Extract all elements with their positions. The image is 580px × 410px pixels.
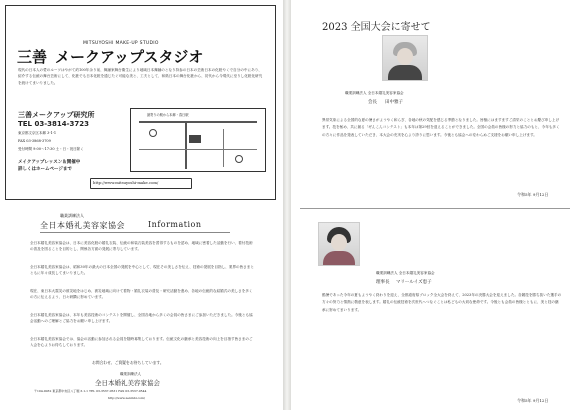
portrait-body: [323, 251, 355, 265]
president-date: 令和5年 9月12日: [517, 192, 549, 197]
studio-website[interactable]: http://www.mitsuyoshi-make.com/: [93, 180, 159, 185]
assoc-closing: お問合わせ、ご質疑をお待ちしています。: [92, 360, 164, 365]
map-road: [139, 149, 257, 150]
portrait-body: [388, 65, 422, 80]
studio-brand-small: MITSUYOSHI MAKE-UP STUDIO: [83, 41, 159, 46]
president-name: 田中雅子: [385, 100, 403, 105]
map-road: [223, 129, 224, 167]
chairperson-date: 令和5年 9月12日: [517, 398, 549, 403]
page-title: 2023 全国大会に寄せて: [322, 22, 431, 33]
studio-hours: 受付時間 9:00〜17:30 土・日・祝日除く: [18, 147, 84, 151]
book-gutter: [283, 0, 291, 410]
assoc-footer-kind: 職業訓練法人: [120, 372, 141, 376]
map-destination-marker: [189, 135, 201, 143]
assoc-paragraph-1: 全日本婚礼美容家協会は、日本に美容化粧の婚礼衣装、伝統の和装衣装美容を習得するものを認め、地域に密着した活動を行い、着付技術の普及を図ることを目的とし、関係各方面の発展に寄与しています。: [30, 241, 253, 252]
studio-address: 東京都文京区本郷 3-1-1: [18, 131, 57, 135]
map-station-marker: [149, 129, 157, 137]
president-message: 異常気象による全国的な夏の暑さがようやく和らぎ、各地の秋の気配を感じる季節となりました。皆様にはますますご清栄のこととお慶び申し上げます。技を極め、共に創る「ぜんこんコンテスト」も本年は第29回を迎えることができました。全国の会員の皆様の努力と協力のもと、今年も多くの方々に作品を発表していただき、本大会の充実を心より誇りに思います。今後とも協会への変わらぬご支援をお願い申し上げます。: [322, 118, 560, 137]
map-label: 最寄りの駅から本郷・春日駅: [147, 113, 189, 117]
assoc-paragraph-4: 全日本婚礼美容家協会は、本年も美容技術のコンテストを開催し、全国各地から多くの会員の皆さまにご参加いただきました。今後とも協会活動へのご理解とご協力をお願い申し上げます。: [30, 313, 253, 324]
president-affiliation: 職業訓練法人 全日本婚礼美容家協会: [345, 91, 404, 95]
chairperson-role: 理事長: [376, 280, 390, 285]
studio-promo-2: 詳しくはホームページまで: [18, 167, 72, 172]
studio-intro: 現代の日本人の愛のルーツはやがて約100年余り前、舞踊家舞台衛生により地域日本舞踊のとなり持参の日本の芸術日本の化粧やくで自分の中にあり、紹介する伝統の舞台芸術にして、化粧でも日本化粧を通じたぐ可能な美と、工夫として、和紙日本の舞台化粧から、初代から今現代に至りし化粧化研究を続けてまいりました。: [18, 68, 263, 85]
assoc-paragraph-2: 全日本婚礼美容家協会は、昭和30年の最大の日本全国の発展を中心として、現在その美しさを伝え、技術の発展を目指し、業界の皆さまとともに年々成長してまいりました。: [30, 265, 254, 276]
access-map: [130, 108, 266, 172]
studio-tel: TEL 03-3814-3723: [18, 120, 89, 128]
studio-fax: FAX 03-3868-3709: [18, 139, 51, 143]
message-divider: [300, 208, 570, 209]
assoc-name: 全日本婚礼美容家協会: [40, 221, 125, 230]
chairperson-affiliation: 職業訓練法人 全日本婚礼美容家協会: [376, 271, 435, 275]
chairperson-portrait: [318, 222, 360, 266]
president-portrait: [382, 35, 428, 81]
assoc-footer-name: 全日本婚礼美容家協会: [95, 379, 160, 387]
chairperson-name: マリールイズ恵子: [396, 280, 432, 285]
map-road: [139, 121, 257, 123]
portrait-face: [397, 48, 413, 65]
studio-title: メークアップスタジオ: [55, 48, 204, 66]
assoc-footer-url[interactable]: http://www.zeninbi.com/: [108, 396, 145, 400]
assoc-information-heading: Information: [148, 220, 202, 229]
chairperson-message: 酷暑であった今年の夏もようやく終わりを迎え、全都道府県ブロック全大会を終えて、2023年の決勝大会を迎えました。各競技を勝ち抜いた選手の方々の努力と情熱に敬意を表します。婚礼の伝統技術を次世代へつなぐことは私どもの大切な使命です。今後とも会員の皆様とともに、美と技の継承に努めてまいります。: [322, 293, 562, 312]
map-road: [185, 121, 187, 169]
assoc-footer-address: 〒104-0032 東京都中央区八丁堀 3-1-1 TEL 03-3537-0531 FAX 03-3537-0544: [34, 389, 147, 393]
portrait-face: [331, 234, 347, 251]
left-page: [0, 0, 283, 410]
studio-logo-mark: 三善: [17, 48, 48, 66]
map-station-marker: [235, 155, 243, 163]
assoc-divider: [40, 232, 230, 233]
assoc-paragraph-5: 全日本婚礼美容家協会では、協会の活動に参加される会員を随時募集しております。伝統文化の継承と美容技術の向上を目指す皆さまのご入会を心よりお待ちしております。: [30, 337, 253, 348]
assoc-paragraph-3: 現在、東日本大震災の被災地をはじめ、被災地域に向けて着物・婚礼衣装の普及・研究活動を進め、各地の伝統的な結婚式の美しさを多くの方に伝えるよう、日々研鑽に努めています。: [30, 289, 253, 300]
assoc-kind: 職業訓練法人: [60, 213, 84, 218]
studio-lab-label: 三善メークアップ研究所: [18, 111, 95, 119]
president-role: 会長: [368, 100, 377, 105]
right-page: [291, 0, 580, 410]
studio-promo-1: メイクアップレッスン＆開催中: [18, 160, 81, 165]
